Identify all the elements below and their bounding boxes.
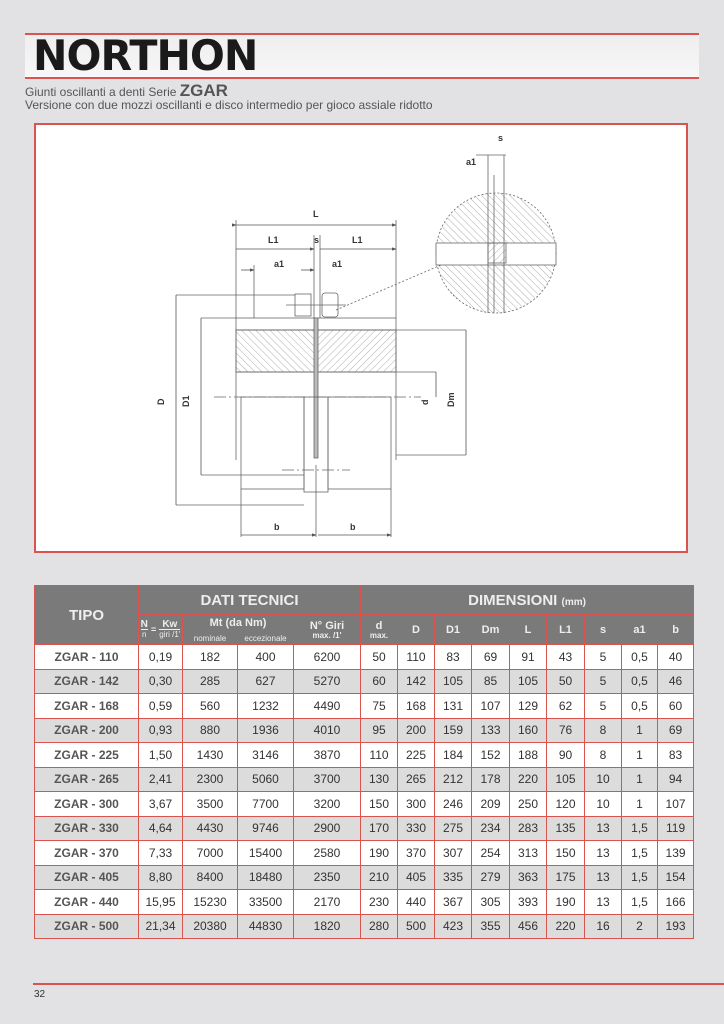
table-cell: 8 bbox=[585, 718, 622, 743]
table-cell: 0,30 bbox=[139, 669, 183, 694]
table-row bbox=[35, 890, 694, 915]
column-header-a1: a1 bbox=[622, 615, 658, 645]
table-cell: 400 bbox=[238, 645, 294, 670]
table-cell: 307 bbox=[435, 841, 472, 866]
table-cell: 105 bbox=[435, 669, 472, 694]
power-fraction-left: $\frac{N}{n}$ bbox=[140, 619, 148, 639]
table-cell: 275 bbox=[435, 816, 472, 841]
cell-tipo: ZGAR - 225 bbox=[35, 743, 139, 768]
table-cell: 393 bbox=[510, 890, 547, 915]
label-s: s bbox=[314, 235, 320, 245]
table-cell: 160 bbox=[510, 718, 547, 743]
table-cell: 285 bbox=[183, 669, 238, 694]
table-cell: 110 bbox=[398, 645, 435, 670]
northon-logo: NORTHON bbox=[33, 31, 258, 80]
cell-tipo: ZGAR - 440 bbox=[35, 890, 139, 915]
table-cell: 2580 bbox=[294, 841, 361, 866]
power-fraction-right: $\frac{Kw}{\text{giri /1'}}$ bbox=[159, 619, 181, 639]
table-cell: 3700 bbox=[294, 767, 361, 792]
table-cell: 107 bbox=[658, 792, 694, 817]
table-cell: 105 bbox=[510, 669, 547, 694]
table-cell: 69 bbox=[658, 718, 694, 743]
table-cell: 107 bbox=[472, 694, 510, 719]
table-cell: 7000 bbox=[183, 841, 238, 866]
table-cell: 1232 bbox=[238, 694, 294, 719]
table-cell: 3200 bbox=[294, 792, 361, 817]
table-cell: 456 bbox=[510, 914, 547, 939]
footer-divider bbox=[33, 983, 724, 985]
cell-tipo: ZGAR - 405 bbox=[35, 865, 139, 890]
table-cell: 178 bbox=[472, 767, 510, 792]
table-cell: 150 bbox=[547, 841, 585, 866]
table-cell: 8 bbox=[585, 743, 622, 768]
table-cell: 43 bbox=[547, 645, 585, 670]
table-cell: 50 bbox=[361, 645, 398, 670]
cell-tipo: ZGAR - 142 bbox=[35, 669, 139, 694]
table-cell: 0,5 bbox=[622, 669, 658, 694]
table-cell: 184 bbox=[435, 743, 472, 768]
table-cell: 265 bbox=[398, 767, 435, 792]
table-cell: 85 bbox=[472, 669, 510, 694]
table-cell: 83 bbox=[658, 743, 694, 768]
table-cell: 405 bbox=[398, 865, 435, 890]
table-cell: 170 bbox=[361, 816, 398, 841]
table-cell: 220 bbox=[547, 914, 585, 939]
table-cell: 44830 bbox=[238, 914, 294, 939]
table-cell: 62 bbox=[547, 694, 585, 719]
label-a1-right: a1 bbox=[332, 259, 343, 269]
table-cell: 4430 bbox=[183, 816, 238, 841]
detail-view bbox=[436, 155, 556, 313]
table-cell: 129 bbox=[510, 694, 547, 719]
table-cell: 330 bbox=[398, 816, 435, 841]
table-cell: 21,34 bbox=[139, 914, 183, 939]
table-cell: 2350 bbox=[294, 865, 361, 890]
table-cell: 154 bbox=[658, 865, 694, 890]
table-cell: 2170 bbox=[294, 890, 361, 915]
table-cell: 370 bbox=[398, 841, 435, 866]
table-cell: 0,19 bbox=[139, 645, 183, 670]
table-cell: 1,5 bbox=[622, 865, 658, 890]
table-cell: 423 bbox=[435, 914, 472, 939]
table-cell: 193 bbox=[658, 914, 694, 939]
table-cell: 1 bbox=[622, 767, 658, 792]
table-cell: 110 bbox=[361, 743, 398, 768]
table-cell: 10 bbox=[585, 792, 622, 817]
table-row bbox=[35, 718, 694, 743]
table-cell: 5 bbox=[585, 645, 622, 670]
table-cell: 1820 bbox=[294, 914, 361, 939]
table-cell: 500 bbox=[398, 914, 435, 939]
table-cell: 2300 bbox=[183, 767, 238, 792]
table-cell: 3870 bbox=[294, 743, 361, 768]
dimensioni-label: DIMENSIONI bbox=[468, 591, 558, 609]
table-cell: 50 bbox=[547, 669, 585, 694]
table-cell: 440 bbox=[398, 890, 435, 915]
table-cell: 8400 bbox=[183, 865, 238, 890]
table-cell: 18480 bbox=[238, 865, 294, 890]
table-cell: 94 bbox=[658, 767, 694, 792]
column-header-d: d max. bbox=[361, 615, 398, 645]
table-cell: 15400 bbox=[238, 841, 294, 866]
column-header-D: D bbox=[398, 615, 435, 645]
table-cell: 9746 bbox=[238, 816, 294, 841]
table-cell: 190 bbox=[547, 890, 585, 915]
table-cell: 363 bbox=[510, 865, 547, 890]
column-header-power-ratio: $\frac{N}{n}$ = $\frac{Kw}{\text{giri /1'}}$ bbox=[139, 615, 183, 645]
table-cell: 209 bbox=[472, 792, 510, 817]
table-row bbox=[35, 841, 694, 866]
table-cell: 15230 bbox=[183, 890, 238, 915]
table-cell: 5270 bbox=[294, 669, 361, 694]
label-D1: D1 bbox=[181, 395, 191, 407]
column-header-s: s bbox=[585, 615, 622, 645]
table-body bbox=[35, 645, 694, 939]
table-cell: 283 bbox=[510, 816, 547, 841]
table-cell: 20380 bbox=[183, 914, 238, 939]
table-cell: 13 bbox=[585, 890, 622, 915]
table-row bbox=[35, 694, 694, 719]
cell-tipo: ZGAR - 370 bbox=[35, 841, 139, 866]
cell-tipo: ZGAR - 300 bbox=[35, 792, 139, 817]
table-cell: 131 bbox=[435, 694, 472, 719]
table-cell: 5 bbox=[585, 669, 622, 694]
label-b-right: b bbox=[350, 522, 356, 532]
table-cell: 166 bbox=[658, 890, 694, 915]
group-header-dimensioni bbox=[361, 586, 694, 615]
table-cell: 0,5 bbox=[622, 645, 658, 670]
table-cell: 95 bbox=[361, 718, 398, 743]
table-cell: 1 bbox=[622, 718, 658, 743]
table-cell: 16 bbox=[585, 914, 622, 939]
table-cell: 1,5 bbox=[622, 890, 658, 915]
table-row bbox=[35, 792, 694, 817]
column-header-Dm: Dm bbox=[472, 615, 510, 645]
table-cell: 91 bbox=[510, 645, 547, 670]
table-row bbox=[35, 645, 694, 670]
label-L1-right: L1 bbox=[352, 235, 363, 245]
table-cell: 2900 bbox=[294, 816, 361, 841]
table-cell: 152 bbox=[472, 743, 510, 768]
table-row bbox=[35, 914, 694, 939]
table-cell: 3146 bbox=[238, 743, 294, 768]
table-cell: 1 bbox=[622, 743, 658, 768]
table-cell: 15,95 bbox=[139, 890, 183, 915]
column-header-b: b bbox=[658, 615, 694, 645]
table-cell: 7,33 bbox=[139, 841, 183, 866]
table-cell: 1430 bbox=[183, 743, 238, 768]
table-cell: 8,80 bbox=[139, 865, 183, 890]
technical-drawing bbox=[34, 123, 688, 553]
table-cell: 139 bbox=[658, 841, 694, 866]
table-cell: 0,93 bbox=[139, 718, 183, 743]
table-cell: 105 bbox=[547, 767, 585, 792]
table-cell: 142 bbox=[398, 669, 435, 694]
table-cell: 182 bbox=[183, 645, 238, 670]
table-cell: 60 bbox=[658, 694, 694, 719]
table-cell: 133 bbox=[472, 718, 510, 743]
table-cell: 280 bbox=[361, 914, 398, 939]
coupling-body bbox=[176, 220, 476, 537]
label-L: L bbox=[313, 209, 319, 219]
table-cell: 246 bbox=[435, 792, 472, 817]
group-header-dati-tecnici: DATI TECNICI bbox=[139, 586, 361, 615]
table-cell: 335 bbox=[435, 865, 472, 890]
cell-tipo: ZGAR - 265 bbox=[35, 767, 139, 792]
specifications-table bbox=[34, 585, 689, 939]
table-cell: 3,67 bbox=[139, 792, 183, 817]
column-header-giri: N° Giri max. /1' bbox=[294, 615, 361, 645]
table-cell: 2 bbox=[622, 914, 658, 939]
table-cell: 119 bbox=[658, 816, 694, 841]
column-header-tipo: TIPO bbox=[35, 586, 139, 645]
table-row bbox=[35, 669, 694, 694]
table-cell: 1,5 bbox=[622, 816, 658, 841]
table-row bbox=[35, 743, 694, 768]
table-cell: 13 bbox=[585, 841, 622, 866]
table-cell: 4,64 bbox=[139, 816, 183, 841]
table-cell: 4010 bbox=[294, 718, 361, 743]
table-cell: 279 bbox=[472, 865, 510, 890]
table-row bbox=[35, 865, 694, 890]
table-cell: 159 bbox=[435, 718, 472, 743]
table-cell: 90 bbox=[547, 743, 585, 768]
table-cell: 130 bbox=[361, 767, 398, 792]
table-cell: 13 bbox=[585, 816, 622, 841]
dimensioni-unit: (mm) bbox=[561, 596, 586, 608]
table-cell: 7700 bbox=[238, 792, 294, 817]
table-cell: 33500 bbox=[238, 890, 294, 915]
table-cell: 150 bbox=[361, 792, 398, 817]
table-cell: 210 bbox=[361, 865, 398, 890]
column-header-mt-nominale: nominale bbox=[183, 632, 238, 645]
table-cell: 560 bbox=[183, 694, 238, 719]
table-cell: 4490 bbox=[294, 694, 361, 719]
table-cell: 305 bbox=[472, 890, 510, 915]
table-cell: 83 bbox=[435, 645, 472, 670]
table-cell: 300 bbox=[398, 792, 435, 817]
table-cell: 367 bbox=[435, 890, 472, 915]
label-L1-left: L1 bbox=[268, 235, 279, 245]
coupling-drawing-svg bbox=[36, 125, 686, 551]
cell-tipo: ZGAR - 330 bbox=[35, 816, 139, 841]
table-cell: 1,50 bbox=[139, 743, 183, 768]
table-cell: 313 bbox=[510, 841, 547, 866]
table-cell: 175 bbox=[547, 865, 585, 890]
table-cell: 60 bbox=[361, 669, 398, 694]
table-cell: 168 bbox=[398, 694, 435, 719]
table-cell: 200 bbox=[398, 718, 435, 743]
label-D: D bbox=[156, 398, 166, 405]
table-cell: 76 bbox=[547, 718, 585, 743]
label-a1-left: a1 bbox=[274, 259, 285, 269]
table-cell: 355 bbox=[472, 914, 510, 939]
dimension-lines bbox=[176, 225, 466, 535]
cell-tipo: ZGAR - 168 bbox=[35, 694, 139, 719]
label-d: d bbox=[420, 399, 430, 405]
table-cell: 880 bbox=[183, 718, 238, 743]
series-name: ZGAR bbox=[179, 81, 228, 100]
table-cell: 225 bbox=[398, 743, 435, 768]
table-cell: 1 bbox=[622, 792, 658, 817]
cell-tipo: ZGAR - 500 bbox=[35, 914, 139, 939]
table-row bbox=[35, 816, 694, 841]
product-subtitle: Versione con due mozzi oscillanti e disco intermedio per gioco assiale ridotto bbox=[25, 98, 433, 112]
table-cell: 250 bbox=[510, 792, 547, 817]
cell-tipo: ZGAR - 200 bbox=[35, 718, 139, 743]
page-number: 32 bbox=[34, 989, 46, 1000]
detail-label-a1: a1 bbox=[466, 157, 477, 167]
table-cell: 69 bbox=[472, 645, 510, 670]
table-cell: 1,5 bbox=[622, 841, 658, 866]
table-cell: 220 bbox=[510, 767, 547, 792]
column-header-D1: D1 bbox=[435, 615, 472, 645]
table-cell: 5060 bbox=[238, 767, 294, 792]
table-cell: 2,41 bbox=[139, 767, 183, 792]
detail-label-s: s bbox=[498, 133, 504, 143]
table-cell: 254 bbox=[472, 841, 510, 866]
table-cell: 627 bbox=[238, 669, 294, 694]
table-cell: 75 bbox=[361, 694, 398, 719]
table-cell: 40 bbox=[658, 645, 694, 670]
column-header-mt: Mt (da Nm) bbox=[183, 615, 294, 632]
table-cell: 1936 bbox=[238, 718, 294, 743]
column-header-L1: L1 bbox=[547, 615, 585, 645]
table-cell: 188 bbox=[510, 743, 547, 768]
table-cell: 13 bbox=[585, 865, 622, 890]
table-cell: 212 bbox=[435, 767, 472, 792]
column-header-L: L bbox=[510, 615, 547, 645]
table-cell: 120 bbox=[547, 792, 585, 817]
table-cell: 10 bbox=[585, 767, 622, 792]
product-title-prefix: Giunti oscillanti a denti Serie bbox=[25, 85, 177, 99]
label-Dm: Dm bbox=[446, 392, 456, 407]
table-cell: 6200 bbox=[294, 645, 361, 670]
table-cell: 0,5 bbox=[622, 694, 658, 719]
column-header-mt-eccezionale: eccezionale bbox=[238, 632, 294, 645]
cell-tipo: ZGAR - 110 bbox=[35, 645, 139, 670]
table-cell: 0,59 bbox=[139, 694, 183, 719]
table-cell: 190 bbox=[361, 841, 398, 866]
table-row bbox=[35, 767, 694, 792]
table-cell: 234 bbox=[472, 816, 510, 841]
table-cell: 5 bbox=[585, 694, 622, 719]
table-cell: 135 bbox=[547, 816, 585, 841]
table-cell: 230 bbox=[361, 890, 398, 915]
table-cell: 46 bbox=[658, 669, 694, 694]
table-cell: 3500 bbox=[183, 792, 238, 817]
label-b-left: b bbox=[274, 522, 280, 532]
